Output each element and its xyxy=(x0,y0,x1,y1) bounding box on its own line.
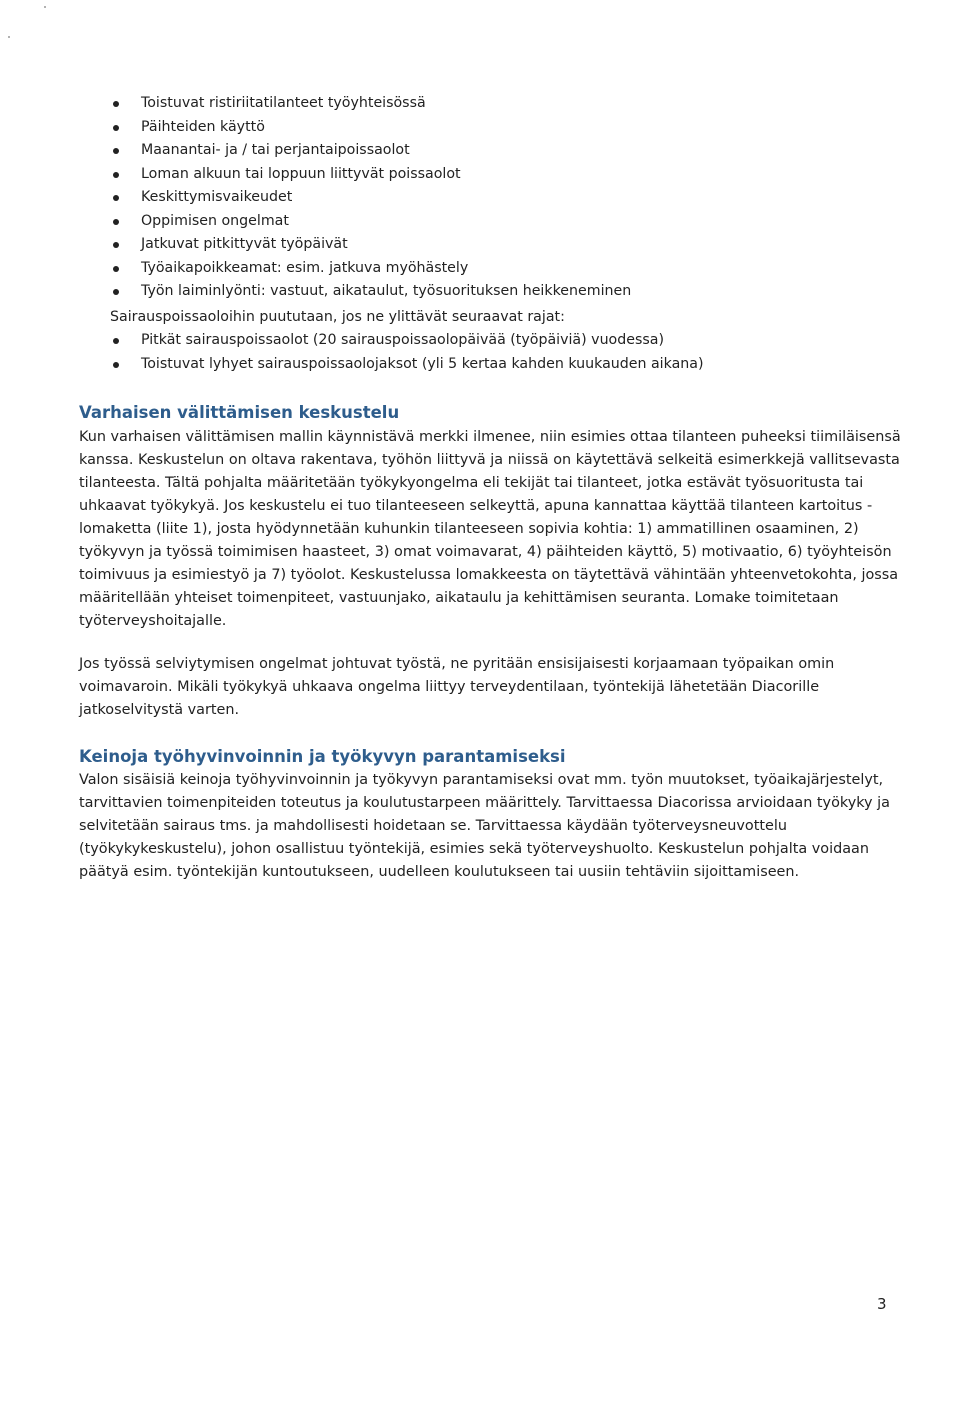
text-line: tiimiläisensä kanssa. Keskustelun on oltava rakentava, työhön liittyvä ja niissä on käytettävä selkeitä xyxy=(79,429,901,468)
text-line: kannattaa käyttää tilanteen kartoitus -lomaketta (liite 1), josta hyödynnetään kuhunkin tilanteeseen sopivia xyxy=(79,498,873,537)
text-line: työaikajärjestelyt, tarvittavien toimenpiteiden toteutus ja koulutustarpeen määrittely. Tarvittaessa xyxy=(79,772,884,811)
text-line: Kun varhaisen välittämisen mallin käynnistävä merkki ilmenee, niin esimies ottaa tilanteen puheeksi xyxy=(79,429,806,445)
text-line: päihteiden käyttö, 5) motivaatio, 6) työyhteisön toimivuus ja esimiestyö ja 7) työolot. Keskustelussa xyxy=(79,544,892,583)
sick-leave-limits-intro: Sairauspoissaoloihin puututaan, jos ne ylittävät seuraavat rajat: xyxy=(110,309,565,325)
page-number: 3 xyxy=(877,1295,887,1313)
text-line: Jos työssä selviytymisen ongelmat johtuvat työstä, ne pyritään ensisijaisesti korjaamaan työpaikan omin xyxy=(79,656,835,672)
text-line: Keskustelun pohjalta voidaan päätyä esim. työntekijän kuntoutukseen, uudelleen koulutukseen tai uusiin xyxy=(79,841,869,880)
list-item: Päihteiden käyttö xyxy=(110,116,910,140)
list-item: Pitkät sairauspoissaolot (20 sairauspoissaolopäivää (työpäiviä) vuodessa) xyxy=(110,329,910,353)
text-line: vastuunjako, aikataulu ja kehittämisen seuranta. Lomake toimitetaan työterveyshoitajalle. xyxy=(79,590,839,629)
text-line: Diacorissa arvioidaan työkyky ja selvitetään sairaus tms. ja mahdollisesti hoidetaan se. Tarvittaessa käydään xyxy=(79,795,890,834)
early-discussion-paragraph xyxy=(79,426,909,633)
text-line: esimerkkejä vallitsevasta tilanteesta. Tältä pohjalta määritetään työkykyongelma eli tekijät tai tilanteet, xyxy=(79,452,900,491)
warning-signs-list xyxy=(110,92,910,304)
text-line: voimavaroin. Mikäli työkykyä uhkaava ongelma liittyy terveydentilaan, työntekijä lähetetään Diacorille xyxy=(79,679,820,695)
list-item: Toistuvat lyhyet sairauspoissaolojaksot (yli 5 kertaa kahden kuukauden aikana) xyxy=(110,353,910,377)
text-line: lomakkeesta on täytettävä vähintään yhteenvetokohta, jossa määritellään yhteiset toimenpiteet, xyxy=(79,567,899,606)
text-line: jatkoselvitystä varten. xyxy=(79,702,240,718)
text-line: Valon sisäisiä keinoja työhyvinvoinnin ja työkyvyn parantamiseksi ovat mm. työn muutokset, xyxy=(79,772,750,788)
list-item: Loman alkuun tai loppuun liittyvät poissaolot xyxy=(110,163,910,187)
work-problems-paragraph xyxy=(79,653,909,722)
scan-speck xyxy=(44,6,46,8)
list-item: Maanantai- ja / tai perjantaipoissaolot xyxy=(110,139,910,163)
text-line: työterveysneuvottelu (työkykykeskustelu), johon osallistuu työntekijä, esimies sekä työterveyshuolto. xyxy=(79,818,787,857)
list-item: Jatkuvat pitkittyvät työpäivät xyxy=(110,233,910,257)
scan-speck xyxy=(8,36,10,38)
list-item: Työaikapoikkeamat: esim. jatkuva myöhästely xyxy=(110,257,910,281)
list-item: Keskittymisvaikeudet xyxy=(110,186,910,210)
sick-leave-limits-list xyxy=(110,329,910,376)
text-line: kohtia: 1) ammatillinen osaaminen, 2) työkyvyn ja työssä toimimisen haasteet, 3) omat voimavarat, 4) xyxy=(79,521,859,560)
text-line: tehtäviin sijoittamiseen. xyxy=(625,864,800,880)
section-heading-early-discussion: Varhaisen välittämisen keskustelu xyxy=(79,403,400,422)
text-line: jotka estävät työsuoritusta tai uhkaavat työkykyä. Jos keskustelu ei tuo tilanteeseen selkeyttä, apuna xyxy=(79,475,864,514)
section-heading-wellbeing-ways: Keinoja työhyvinvoinnin ja työkyvyn parantamiseksi xyxy=(79,747,566,766)
list-item: Työn laiminlyönti: vastuut, aikataulut, työsuorituksen heikkeneminen xyxy=(110,280,910,304)
list-item: Toistuvat ristiriitatilanteet työyhteisössä xyxy=(110,92,910,116)
wellbeing-ways-paragraph xyxy=(79,769,909,884)
list-item: Oppimisen ongelmat xyxy=(110,210,910,234)
